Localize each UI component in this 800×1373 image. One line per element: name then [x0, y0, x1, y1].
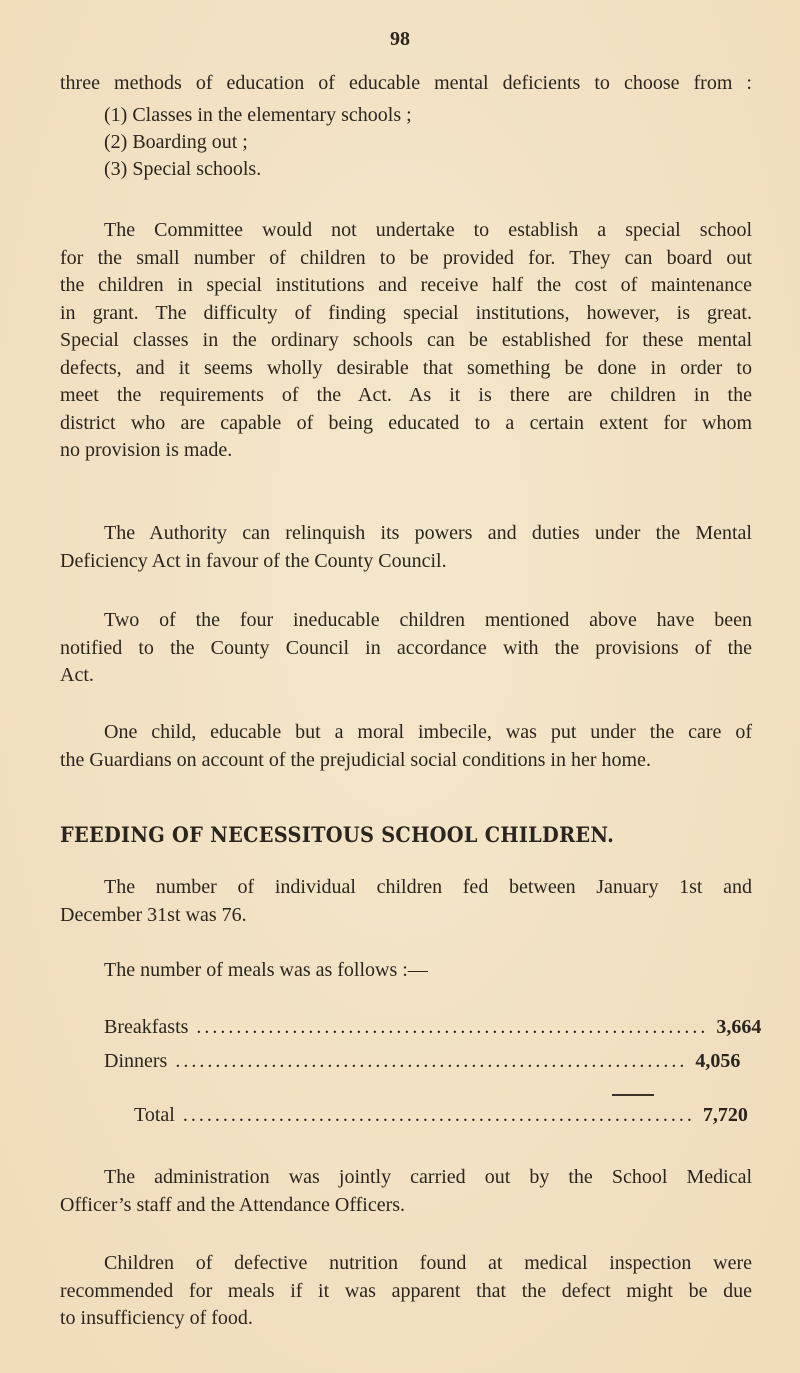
meal-label: Breakfasts [104, 1016, 189, 1038]
paragraph-ineducable [60, 607, 752, 690]
paragraph-defective-nutrition [60, 1250, 752, 1333]
intro-line [60, 70, 752, 98]
total-label: Total [134, 1104, 175, 1126]
paragraph-committee [60, 217, 752, 465]
text-line: The Committee would not undertake to establish a special school [104, 219, 752, 241]
text-line: Act. [60, 664, 94, 686]
text-line: Deficiency Act in favour of the County Council. [60, 549, 447, 572]
list-item: (3) Special schools. [104, 158, 262, 180]
sum-rule [612, 1094, 654, 1096]
text-line: three methods of education of educable mental deficients to choose from : [60, 72, 752, 94]
meal-value: 4,056 [695, 1050, 741, 1072]
text-line: for the small number of children to be provided for. They can board out [60, 246, 752, 269]
list-item: (2) Boarding out ; [104, 131, 248, 153]
text-line: The number of individual children fed between January 1st and [104, 876, 752, 898]
text-line: district who are capable of being educated to a certain extent for whom [60, 411, 752, 434]
text-line: the Guardians on account of the prejudicial social conditions in her home. [60, 748, 651, 771]
total-value: 7,720 [702, 1104, 748, 1126]
dot-leader: ................................................................ [175, 1050, 688, 1072]
text-line: One child, educable but a moral imbecile, was put under the care of [104, 721, 752, 743]
text-line: notified to the County Council in accordance with the provisions of the [60, 636, 752, 659]
paragraph-administration [60, 1164, 752, 1219]
section-heading: FEEDING OF NECESSITOUS SCHOOL CHILDREN. [60, 822, 615, 847]
meals-row-breakfasts [104, 1016, 762, 1039]
dot-leader: ................................................................ [196, 1016, 709, 1038]
dot-leader: ................................................................ [182, 1104, 695, 1126]
text-line: The administration was jointly carried out by the School Medical [104, 1166, 752, 1188]
text-line: in grant. The difficulty of finding special institutions, however, is great. [60, 301, 752, 324]
meal-value: 3,664 [716, 1016, 762, 1038]
text-line: The number of meals was as follows :— [104, 959, 428, 981]
text-line: to insufficiency of food. [60, 1307, 253, 1329]
text-line: meet the requirements of the Act. As it is there are children in the [60, 384, 752, 406]
paragraph-moral-imbecile [60, 719, 752, 774]
paragraph-authority [60, 520, 752, 575]
page-number: 98 [390, 28, 410, 50]
text-line: Special classes in the ordinary schools can be established for these mental [60, 329, 752, 351]
text-line: recommended for meals if it was apparent that the defect might be due [60, 1279, 752, 1302]
paragraph-children-fed [60, 874, 752, 929]
text-line: no provision is made. [60, 439, 233, 461]
meals-intro [60, 957, 752, 985]
text-line: defects, and it seems wholly desirable that something be done in order to [60, 356, 752, 379]
text-line: Officer’s staff and the Attendance Officers. [60, 1193, 406, 1216]
meals-row-dinners [104, 1050, 741, 1073]
text-line: Two of the four ineducable children mentioned above have been [104, 609, 752, 631]
text-line: the children in special institutions and receive half the cost of maintenance [60, 274, 752, 296]
text-line: Children of defective nutrition found at medical inspection were [104, 1252, 752, 1274]
meal-label: Dinners [104, 1050, 168, 1072]
meals-row-total [134, 1104, 748, 1127]
text-line: The Authority can relinquish its powers and duties under the Mental [104, 522, 752, 544]
list-item: (1) Classes in the elementary schools ; [104, 104, 412, 126]
text-line: December 31st was 76. [60, 903, 247, 926]
